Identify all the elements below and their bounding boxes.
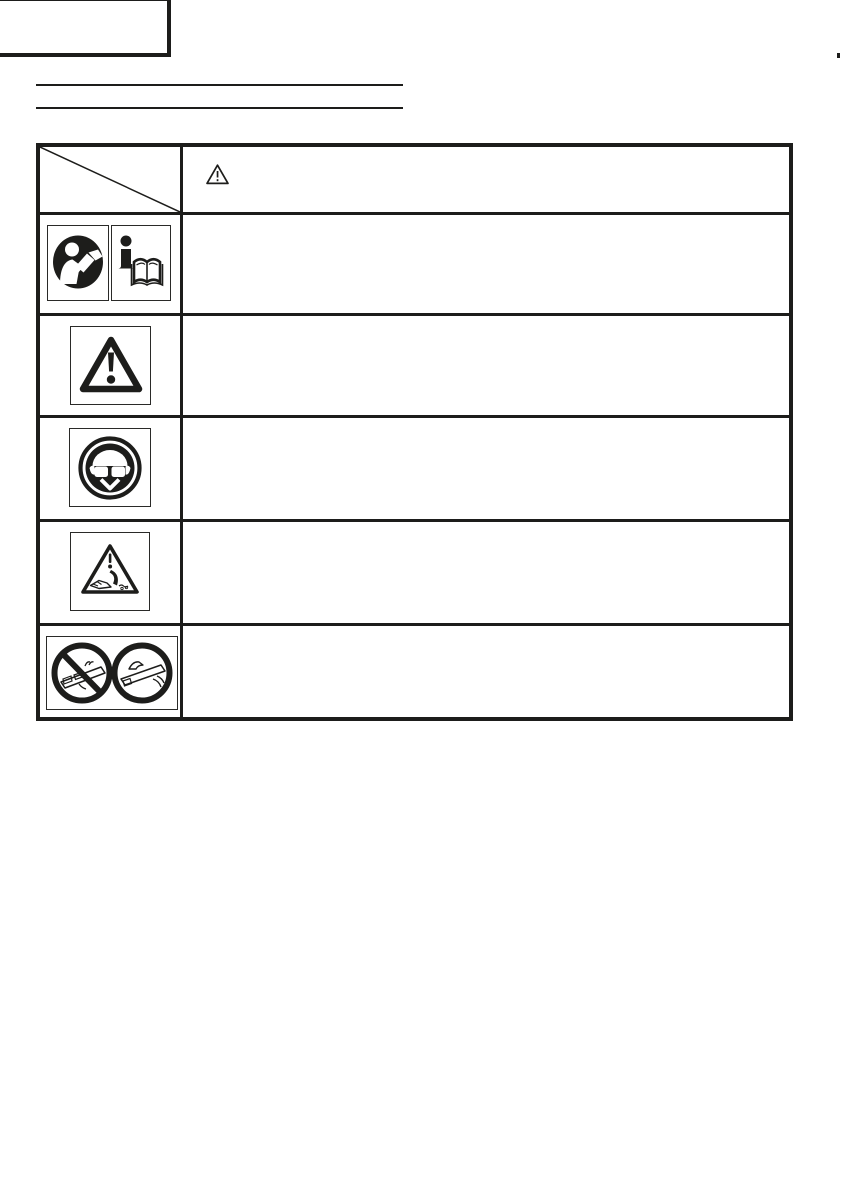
heading-rule-top: [36, 84, 403, 86]
warning-triangle-small-icon: [205, 163, 230, 186]
table-row: [40, 415, 789, 519]
table-row: [40, 623, 789, 717]
read-operators-manual-icon: [47, 225, 109, 301]
description-cell: [183, 316, 789, 415]
header-description-cell: [183, 147, 789, 212]
symbol-cell: [40, 418, 183, 519]
wear-eye-protection-icon: [69, 428, 151, 507]
description-cell: [183, 522, 789, 623]
table-header-row: [40, 147, 789, 212]
table-row: [40, 212, 789, 313]
information-open-book-icon: [111, 225, 171, 301]
ink-dot-artifact: [837, 53, 840, 58]
description-cell: [183, 626, 789, 717]
table-row: [40, 313, 789, 415]
corner-logo-box: [0, 0, 171, 57]
header-symbol-cell: [40, 147, 183, 212]
general-warning-triangle-icon: [70, 326, 151, 405]
kickback-hazard-triangle-icon: [70, 532, 150, 611]
heading-rule-bottom: [36, 107, 403, 109]
symbol-cell: [40, 215, 183, 313]
symbol-cell: [40, 316, 183, 415]
description-cell: [183, 215, 789, 313]
diagonal-slash-icon: [40, 147, 180, 212]
symbol-cell: [40, 522, 183, 623]
do-not-touch-blade-prohibition-icon: [46, 636, 178, 710]
safety-symbol-table: [36, 143, 793, 721]
symbol-cell: [40, 626, 183, 717]
description-cell: [183, 418, 789, 519]
table-row: [40, 519, 789, 623]
